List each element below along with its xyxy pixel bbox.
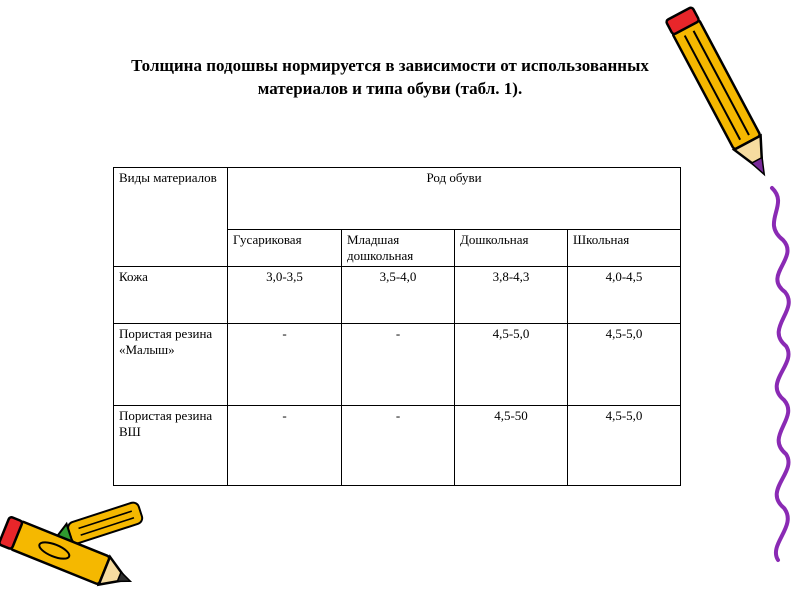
value-cell: - bbox=[228, 324, 342, 406]
material-cell: Кожа bbox=[114, 267, 228, 324]
sole-thickness-table bbox=[113, 167, 681, 486]
table-row bbox=[114, 267, 681, 324]
column-header: Гусариковая bbox=[228, 230, 342, 267]
material-header-cell: Виды материалов bbox=[114, 168, 228, 267]
column-header: Школьная bbox=[568, 230, 681, 267]
value-cell: - bbox=[342, 324, 455, 406]
squiggle-line bbox=[772, 188, 789, 560]
value-cell: - bbox=[228, 406, 342, 486]
value-cell: 4,5-5,0 bbox=[568, 406, 681, 486]
value-cell: 4,5-50 bbox=[455, 406, 568, 486]
value-cell: 3,0-3,5 bbox=[228, 267, 342, 324]
value-cell: 4,5-5,0 bbox=[568, 324, 681, 406]
value-cell: - bbox=[342, 406, 455, 486]
pencil-icon bbox=[0, 516, 136, 595]
table-header-row bbox=[114, 168, 681, 230]
footwear-type-header-cell: Род обуви bbox=[228, 168, 681, 230]
slide-title-line-1: Толщина подошвы нормируется в зависимости от использованных bbox=[131, 56, 649, 75]
material-cell: Пористая резина «Малыш» bbox=[114, 324, 228, 406]
table-row bbox=[114, 324, 681, 406]
column-header: Дошкольная bbox=[455, 230, 568, 267]
crayon-icon bbox=[51, 501, 143, 550]
slide-title bbox=[70, 54, 710, 100]
table-row bbox=[114, 406, 681, 486]
material-cell: Пористая резина ВШ bbox=[114, 406, 228, 486]
value-cell: 4,5-5,0 bbox=[455, 324, 568, 406]
value-cell: 3,5-4,0 bbox=[342, 267, 455, 324]
value-cell: 3,8-4,3 bbox=[455, 267, 568, 324]
value-cell: 4,0-4,5 bbox=[568, 267, 681, 324]
column-header: Младшая дошкольная bbox=[342, 230, 455, 267]
slide-title-line-2: материалов и типа обуви (табл. 1). bbox=[257, 79, 523, 98]
